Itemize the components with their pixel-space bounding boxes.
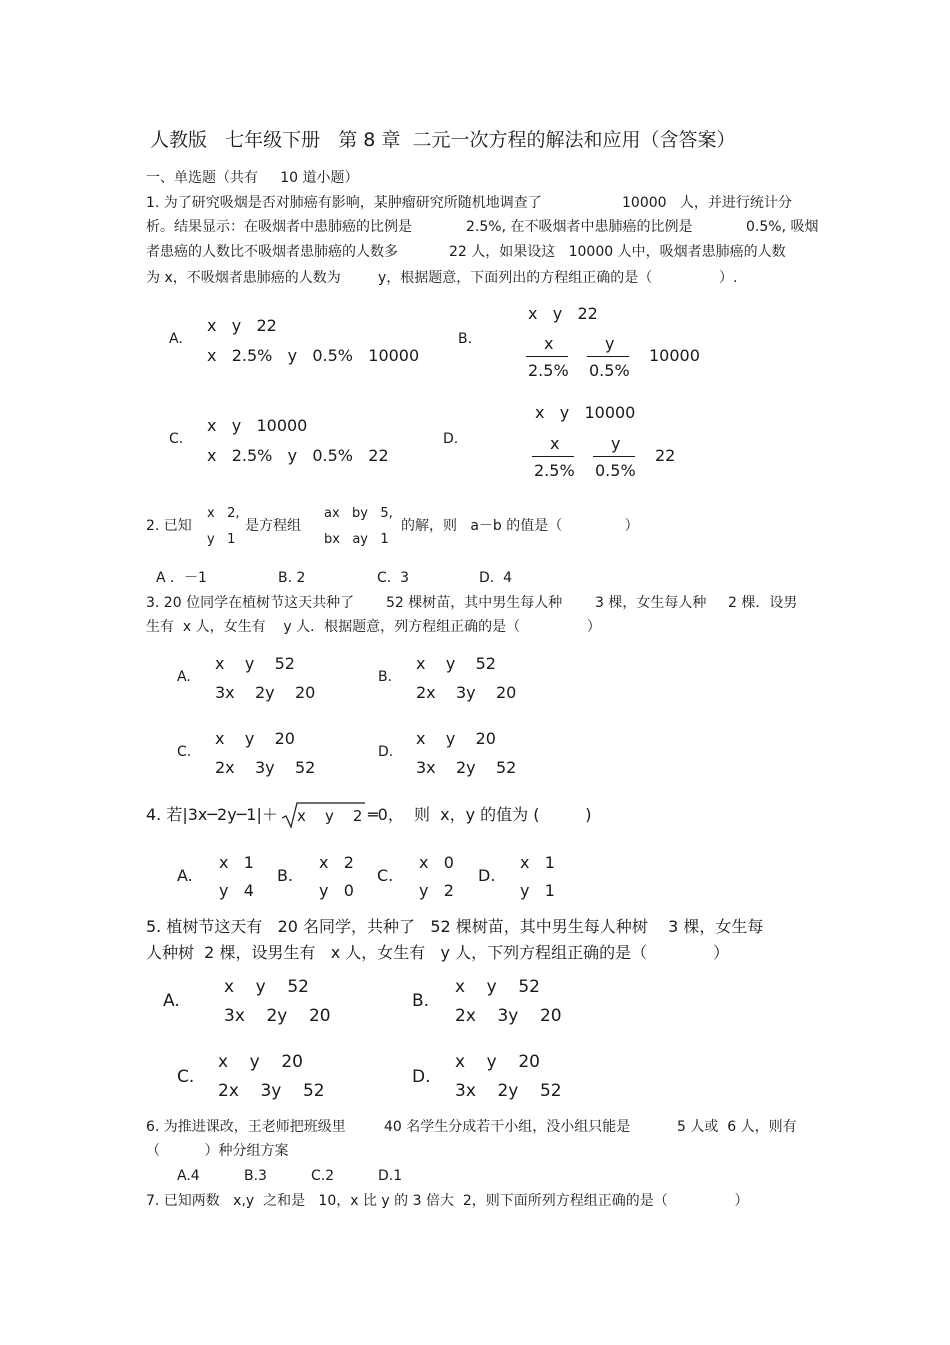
fraction-numerator: x bbox=[550, 434, 560, 453]
option-label: A. bbox=[163, 991, 180, 1011]
equation-row-1: x y 20 bbox=[215, 729, 295, 748]
option-label: A. bbox=[177, 866, 193, 885]
equation-row-2: y 4 bbox=[219, 881, 254, 900]
option-label: B. bbox=[378, 669, 393, 685]
equation-row-1: x 0 bbox=[419, 853, 454, 872]
q3-text-line1: 3. 20 位同学在植树节这天共种了 bbox=[146, 595, 355, 611]
equation-row-1: x y 52 bbox=[455, 977, 540, 997]
option-label: C. bbox=[169, 431, 184, 447]
fraction-denominator: 0.5% bbox=[595, 461, 636, 480]
equation-row-2: 2x 3y 52 bbox=[218, 1081, 325, 1101]
q1-text-line1: 1. 为了研究吸烟是否对肺癌有影响，某肿瘤研究所随机地调查了 bbox=[146, 195, 542, 211]
q6-option-b[interactable]: B.3 bbox=[244, 1168, 267, 1184]
option-label: A. bbox=[177, 669, 191, 685]
q5-text-line2: 人种树 2 棵，设男生有 x 人，女生有 y 人，下列方程组正确的是（ ） bbox=[146, 943, 730, 962]
fraction-denominator: 0.5% bbox=[589, 361, 630, 380]
equation-row-1: x y 22 bbox=[207, 316, 277, 335]
q1-text-line4: 为 x，不吸烟者患肺癌的人数为 bbox=[146, 270, 341, 286]
q4-text-suffix: ═0， 则 x，y 的值为 ( ) bbox=[368, 805, 592, 824]
q3-text-line1-d: 2 棵．设男 bbox=[728, 595, 798, 611]
equation-row-2: 2x 3y 52 bbox=[215, 758, 316, 777]
q2-option-c[interactable]: C. 3 bbox=[377, 570, 410, 586]
option-label: D. bbox=[478, 866, 496, 885]
option-label: D. bbox=[412, 1067, 431, 1087]
equation-row-2: 3x 2y 52 bbox=[416, 758, 517, 777]
equation-row-1: x y 10000 bbox=[535, 403, 636, 422]
fraction-numerator: y bbox=[611, 434, 621, 453]
q6-option-d[interactable]: D.1 bbox=[378, 1168, 403, 1184]
equation-rhs: 22 bbox=[655, 446, 676, 465]
equation-rhs: 10000 bbox=[649, 346, 700, 365]
fraction-denominator: 2.5% bbox=[534, 461, 575, 480]
section-heading: 一、单选题（共有 10 道小题） bbox=[146, 170, 359, 186]
q1-text-line4-end: y，根据题意，下面列出的方程组正确的是（ ）. bbox=[378, 270, 738, 286]
q2-solution-row-1: x 2, bbox=[207, 506, 240, 521]
equation-row-1: x y 20 bbox=[455, 1052, 540, 1072]
q3-text-line1-c: 3 棵，女生每人种 bbox=[595, 595, 707, 611]
equation-row-1: x y 22 bbox=[528, 304, 598, 323]
q1-text-line1-end: 10000 人，并进行统计分 bbox=[622, 195, 792, 211]
q2-option-a[interactable]: A ．－1 bbox=[156, 570, 207, 586]
q2-system-row-1: ax by 5, bbox=[324, 506, 393, 521]
q2-text-mid: 是方程组 bbox=[245, 518, 301, 534]
q1-text-line2: 析。结果显示：在吸烟者中患肺癌的比例是 bbox=[146, 219, 412, 235]
q6-option-c[interactable]: C.2 bbox=[311, 1168, 335, 1184]
q2-option-d[interactable]: D. 4 bbox=[479, 570, 513, 586]
equation-row-1: x y 52 bbox=[416, 654, 496, 673]
equation-row-2: x 2.5% y 0.5% 10000 bbox=[207, 346, 420, 365]
q4-text-prefix: 4. 若|3x─2y─1|＋ bbox=[146, 805, 278, 824]
option-label: C. bbox=[377, 866, 394, 885]
equation-row-1: x y 52 bbox=[215, 654, 295, 673]
option-label: B. bbox=[412, 991, 430, 1011]
q4-radicand: x y 2 bbox=[297, 807, 363, 825]
q6-text-line1-end: 5 人或 6 人，则有 bbox=[677, 1119, 797, 1135]
q5-text-line1: 5. 植树节这天有 20 名同学，共种了 52 棵树苗，其中男生每人种树 3 棵，女生每 bbox=[146, 917, 764, 936]
fraction-bar bbox=[526, 356, 568, 357]
q3-text-line2: 生有 x 人，女生有 y 人．根据题意，列方程组正确的是（ ） bbox=[146, 619, 601, 635]
q2-option-b[interactable]: B. 2 bbox=[278, 570, 306, 586]
equation-row-2: y 0 bbox=[319, 881, 354, 900]
option-label: C. bbox=[177, 744, 192, 760]
q2-text-prefix: 2. 已知 bbox=[146, 518, 192, 534]
document-title: 人教版 七年级下册 第 8 章 二元一次方程的解法和应用（含答案） bbox=[150, 129, 736, 151]
fraction-numerator: x bbox=[544, 334, 554, 353]
equation-row-1: x 1 bbox=[219, 853, 254, 872]
equation-row-2: 3x 2y 20 bbox=[224, 1006, 331, 1026]
option-label: B. bbox=[277, 866, 294, 885]
equation-row-2: 2x 3y 20 bbox=[455, 1006, 562, 1026]
equation-row-1: x y 52 bbox=[224, 977, 309, 997]
option-label: A. bbox=[169, 331, 183, 347]
q1-text-line3: 者患癌的人数比不吸烟者患肺癌的人数多 bbox=[146, 244, 398, 260]
equation-row-1: x y 20 bbox=[218, 1052, 303, 1072]
q6-option-a[interactable]: A.4 bbox=[177, 1168, 200, 1184]
fraction-bar bbox=[593, 456, 635, 457]
equation-row-1: x y 10000 bbox=[207, 416, 308, 435]
equation-row-2: 3x 2y 20 bbox=[215, 683, 316, 702]
q1-text-line2-mid: 2.5%, 在不吸烟者中患肺癌的比例是 bbox=[466, 219, 693, 235]
q2-system-row-2: bx ay 1 bbox=[324, 532, 389, 547]
option-label: C. bbox=[177, 1067, 195, 1087]
q6-text-line1-mid: 40 名学生分成若干小组，没小组只能是 bbox=[384, 1119, 631, 1135]
equation-row-2: 3x 2y 52 bbox=[455, 1081, 562, 1101]
option-label: D. bbox=[378, 744, 394, 760]
equation-row-1: x 1 bbox=[520, 853, 555, 872]
q7-text-line1: 7. 已知两数 x,y 之和是 10，x 比 y 的 3 倍大 2，则下面所列方程组正确的是（ ） bbox=[146, 1193, 749, 1209]
q2-text-suffix: 的解，则 a－b 的值是（ ） bbox=[401, 518, 639, 534]
fraction-bar bbox=[532, 456, 574, 457]
fraction-numerator: y bbox=[605, 334, 615, 353]
q2-solution-row-2: y 1 bbox=[207, 532, 236, 547]
q6-text-line2: （ ）种分组方案 bbox=[146, 1143, 289, 1159]
option-label: D. bbox=[443, 431, 459, 447]
fraction-bar bbox=[587, 356, 629, 357]
fraction-denominator: 2.5% bbox=[528, 361, 569, 380]
equation-row-2: y 1 bbox=[520, 881, 555, 900]
q1-text-line3-end: 22 人，如果设这 10000 人中，吸烟者患肺癌的人数 bbox=[449, 244, 786, 260]
equation-row-1: x y 20 bbox=[416, 729, 496, 748]
q1-text-line2-end: 0.5%, 吸烟 bbox=[746, 219, 819, 235]
equation-row-2: 2x 3y 20 bbox=[416, 683, 517, 702]
option-label: B. bbox=[458, 331, 473, 347]
equation-row-1: x 2 bbox=[319, 853, 354, 872]
equation-row-2: y 2 bbox=[419, 881, 454, 900]
q3-text-line1-b: 52 棵树苗，其中男生每人种 bbox=[386, 595, 563, 611]
q6-text-line1: 6. 为推进课改，王老师把班级里 bbox=[146, 1119, 346, 1135]
equation-row-2: x 2.5% y 0.5% 22 bbox=[207, 446, 389, 465]
